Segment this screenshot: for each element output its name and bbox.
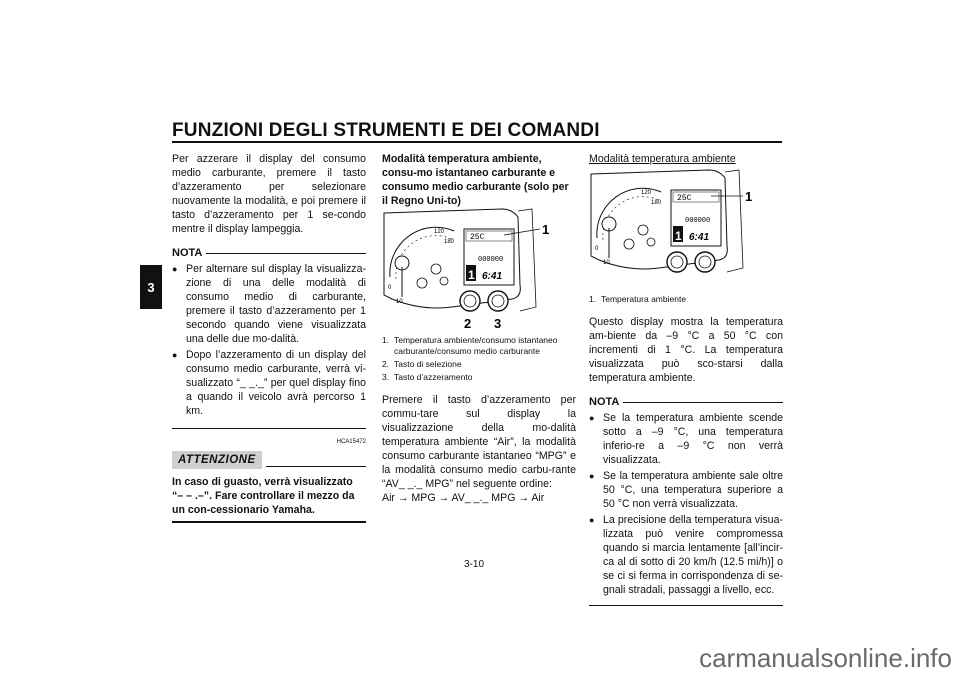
svg-text:180: 180 [444, 239, 455, 245]
attention-badge: ATTENZIONE [172, 451, 262, 469]
svg-text:120: 120 [434, 229, 445, 235]
intro-paragraph: Per azzerare il display del consumo medio carburante, premere il tasto d’azzeramento per selezionare nuovamente la modalità, e poi premere il tasto d’azzeramento per 1 se-condo mentre il display lampeggia. [172, 153, 366, 235]
bullet-icon: ● [172, 264, 178, 274]
nota-item [172, 262, 366, 346]
svg-text:120: 120 [641, 190, 652, 196]
nota-end-rule [589, 605, 783, 606]
section-heading: Modalità temperatura ambiente, consu-mo istantaneo carburante e consumo medio carburante (solo per il Regno Uni-to) [382, 153, 569, 207]
nota-item [172, 348, 366, 418]
callout-1: 1 [745, 189, 753, 204]
nota-item [589, 411, 783, 467]
column-1 [172, 152, 366, 523]
caption-item: 1. Temperatura ambiente [589, 294, 687, 304]
lcd-gear: 1 [468, 268, 475, 282]
column-3 [589, 152, 783, 166]
figure-captions [589, 294, 783, 305]
figure-captions [382, 335, 576, 383]
section-heading-underlined: Modalità temperatura ambiente [589, 153, 736, 165]
page-title: FUNZIONI DEGLI STRUMENTI E DEI COMANDI [172, 120, 600, 141]
column-3-lower [589, 292, 783, 606]
callout-1: 1 [542, 222, 550, 237]
nota-item-text: Dopo l’azzeramento di un display del consumo medio carburante, verrà vi-sualizzato “_ _._” per quel display fino a quando il veicolo avrà percorso 1 km. [186, 349, 366, 417]
nota-item-text: Se la temperatura ambiente sale oltre 50 °C, una temperatura superiore a 50 °C non verrà visualizzata. [603, 470, 783, 510]
instrument-figure-1 [382, 207, 574, 331]
lcd-temp: 25C [470, 233, 485, 242]
column-2-lower [382, 333, 576, 505]
warning-code: HCA15472 [336, 439, 366, 445]
attention-header [172, 451, 366, 469]
body-paragraph: Premere il tasto d’azzeramento per commu-tare sul display la visualizzazione della mo-dalità temperatura ambiente “Air”, la modalità consumo carburante istantaneo “MPG” e la modalità consumo medio carbu-rante “AV_ _._ MPG” nel seguente ordine: [382, 394, 576, 490]
nota-item [589, 469, 783, 511]
nota-end-rule [172, 428, 366, 429]
nota-label: NOTA [172, 247, 203, 259]
sequence-line: Air → MPG → AV_ _._ MPG → Air [382, 492, 545, 504]
body-paragraph: Questo display mostra la temperatura am-biente da –9 °C a 50 °C con incrementi di 1 °C. La temperatura visualizzata può sco-starsi dalla temperatura ambiente. [589, 316, 783, 384]
caption-item: 1. Temperatura ambiente/consumo istantaneo carburante/consumo medio carburante [382, 335, 558, 356]
lcd-clock: 6:41 [689, 232, 710, 243]
nota-item-text: La precisione della temperatura visua-lizzata può venire compromessa quando si marcia lentamente [all’incir-ca al di sotto di 20 km/h (12.5 mi/h)] o se ci si ferma in corrispondenza di se-gnali stradali, passaggi a livello, ecc. [603, 514, 783, 596]
chapter-tab: 3 [140, 265, 162, 309]
bullet-icon: ● [589, 471, 595, 481]
nota-header [589, 395, 783, 409]
header-divider [172, 141, 782, 143]
bullet-icon: ● [589, 515, 595, 525]
lcd-clock: 6:41 [482, 271, 503, 282]
svg-text:10: 10 [603, 260, 610, 266]
nota-item-text: Per alternare sul display la visualizza-zione di una delle modalità di consumo medio di carburante, premere il tasto d’azzeramento per 1 secondo quando viene visualizzata una delle due mo-dalità. [186, 263, 366, 345]
nota-item [589, 513, 783, 597]
watermark: carmanualsonline.info [699, 643, 952, 673]
svg-text:10: 10 [396, 299, 403, 305]
svg-text:0: 0 [595, 246, 599, 252]
lcd-gear: 1 [675, 229, 682, 243]
page-number: 3-10 [464, 559, 485, 570]
caption-item: 2. Tasto di selezione [382, 359, 462, 369]
bullet-icon: ● [589, 413, 595, 423]
bullet-icon: ● [172, 350, 178, 360]
attention-end-rule [172, 521, 366, 523]
callout-3: 3 [494, 316, 502, 331]
nota-item-text: Se la temperatura ambiente scende sotto a –9 °C, una temperatura inferio-re a –9 °C non verrà visualizzata. [603, 412, 783, 466]
instrument-figure-2 [589, 168, 783, 288]
svg-text:180: 180 [651, 200, 662, 206]
attention-text: In caso di guasto, verrà visualizzato “– – .–”. Fare controllare il mezzo da un con-cessionario Yamaha. [172, 476, 355, 516]
column-2 [382, 152, 576, 208]
nota-header [172, 246, 366, 260]
callout-2: 2 [464, 316, 472, 331]
svg-text:0: 0 [388, 285, 392, 291]
lcd-temp: 25C [677, 194, 692, 203]
caption-item: 3. Tasto d’azzeramento [382, 372, 473, 382]
lcd-odometer: 000000 [478, 256, 504, 264]
nota-label: NOTA [589, 396, 620, 408]
lcd-odometer: 000000 [685, 217, 711, 225]
